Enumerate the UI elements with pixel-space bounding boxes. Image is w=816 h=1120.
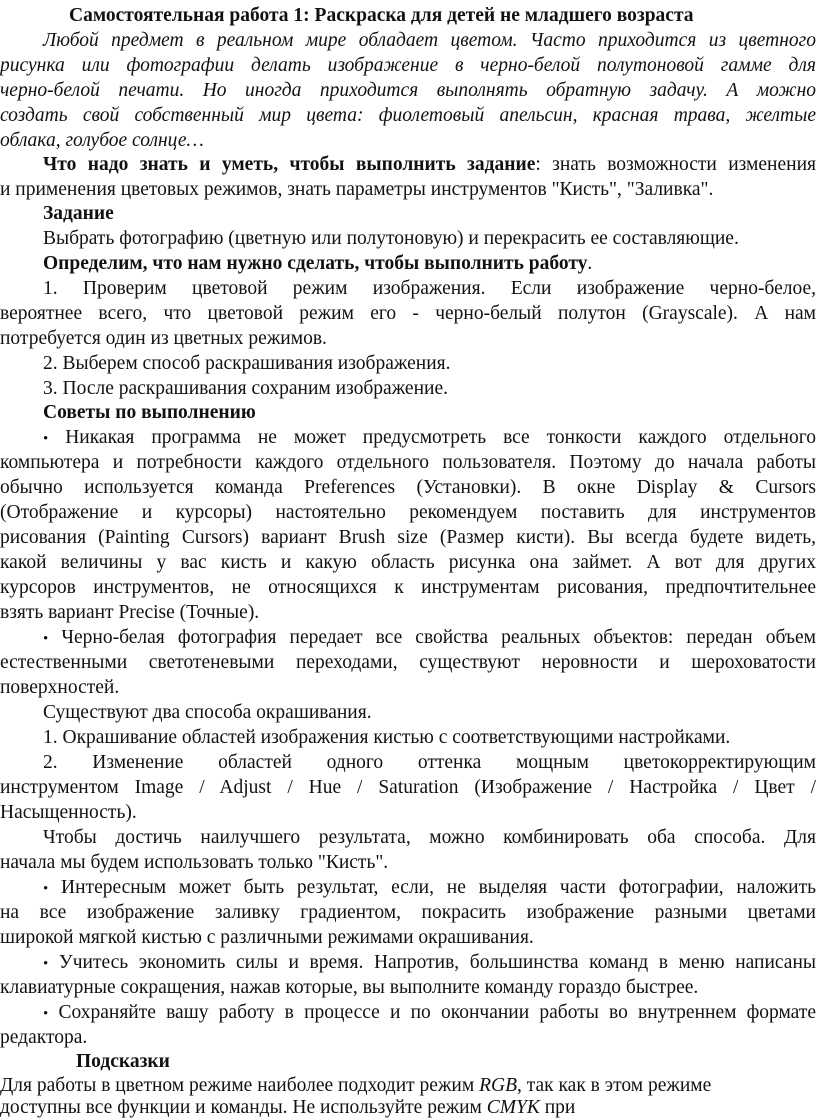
need-line-1 <box>0 153 816 177</box>
tips-heading: Советы по выполнению <box>43 402 256 423</box>
need-label: Что надо знать и уметь, чтобы выполнить задание <box>43 154 536 175</box>
way-1: 1. Окрашивание областей изображения кистью с соответствующими настройками. <box>43 727 731 748</box>
ways-intro: Существуют два способа окрашивания. <box>43 702 372 723</box>
tip-1-line-8: взять вариант Precise (Точные). <box>0 602 260 623</box>
tip-3-line-2: на все изображение заливку градиентом, покрасить изображение разными цветами <box>0 902 816 923</box>
define-heading-line <box>0 252 816 276</box>
intro-line-1: Любой предмет в реальном мире обладает цветом. Часто приходится из цветного <box>43 30 816 51</box>
need-line-2: и применения цветовых режимов, знать параметры инструментов "Кисть", "Заливка". <box>0 179 714 200</box>
tip-5-line-1 <box>0 1001 816 1025</box>
tip-1-line-4: (Отображение и курсоры) настоятельно рекомендуем поставить для инструментов <box>0 502 816 523</box>
tip-3-line-1 <box>0 876 816 900</box>
tip-1-line-3: обычно используется команда Preferences (Установки). В окне Display & Cursors <box>0 477 816 498</box>
cmyk-mode: CMYK <box>486 1097 540 1118</box>
step-1-line-2: вероятнее всего, что цветовой режим его - черно-белый полутон (Grayscale). А нам <box>0 303 816 324</box>
tip-1-line-5: рисования (Painting Cursors) вариант Brush size (Размер кисти). Вы всегда будете видеть, <box>0 527 816 548</box>
tip-5-text: Сохраняйте вашу работу в процессе и по окончании работы во внутреннем формате <box>58 1002 816 1023</box>
tip-2-text: Черно-белая фотография передает все свойства реальных объектов: передан объем <box>61 627 816 648</box>
bullet-icon: • <box>43 431 49 447</box>
step-2: 2. Выберем способ раскрашивания изображения. <box>43 353 451 374</box>
define-heading: Определим, что нам нужно сделать, чтобы выполнить работу <box>43 253 588 274</box>
hints-line-2 <box>0 1096 816 1120</box>
hints-line-1 <box>0 1074 816 1098</box>
way-2-line-2: инструментом Image / Adjust / Hue / Saturation (Изображение / Настройка / Цвет / <box>0 777 816 798</box>
hints-line-1-b: , так как в этом режиме <box>516 1075 712 1096</box>
hints-line-2-a: доступны все функции и команды. Не используйте режим <box>0 1097 487 1118</box>
bullet-icon: • <box>43 881 49 897</box>
bullet-icon: • <box>43 1006 49 1022</box>
bullet-icon: • <box>43 956 49 972</box>
tip-1-text: Никакая программа не может предусмотреть все тонкости каждого отдельного <box>65 427 816 448</box>
tip-1-line-6: какой величины у вас кисть и какую область рисунка она займет. А вот для других <box>0 552 816 573</box>
intro-line-3: черно-белой печати. Но иногда приходится выполнять обратную задачу. А можно <box>0 80 816 101</box>
tip-2-line-1 <box>0 626 816 650</box>
bullet-icon: • <box>43 631 49 647</box>
step-1-line-1: 1. Проверим цветовой режим изображения. Если изображение черно-белое, <box>43 278 816 299</box>
hints-line-1-a: Для работы в цветном режиме наиболее подходит режим <box>0 1075 480 1096</box>
way-2-line-1: 2. Изменение областей одного оттенка мощным цветокорректирующим <box>43 752 816 773</box>
intro-line-5: облака, голубое солнце… <box>0 130 204 151</box>
tip-1-line-2: компьютера и потребности каждого отдельного пользователя. Поэтому до начала работы <box>0 452 816 473</box>
document-title: Самостоятельная работа 1: Раскраска для детей не младшего возраста <box>69 5 694 26</box>
tip-4-line-2: клавиатурные сокращения, нажав которые, вы выполните команду гораздо быстрее. <box>0 977 699 998</box>
intro-line-2: рисунка или фотографии делать изображение в черно-белой полутоновой гамме для <box>0 55 816 76</box>
tip-2-line-2: естественными светотеневыми переходами, существуют неровности и шероховатости <box>0 652 816 673</box>
step-3: 3. После раскрашивания сохраним изображение. <box>43 378 448 399</box>
tip-5-line-2: редактора. <box>0 1027 88 1048</box>
define-tail: . <box>587 253 593 274</box>
way-2-line-3: Насыщенность). <box>0 802 137 823</box>
step-1-line-3: потребуется один из цветных режимов. <box>0 328 327 349</box>
rgb-mode: RGB <box>479 1075 517 1096</box>
intro-line-4: создать свой собственный мир цвета: фиолетовый апельсин, красная трава, желтые <box>0 105 816 126</box>
hints-line-2-b: при <box>539 1097 576 1118</box>
combine-line-1: Чтобы достичь наилучшего результата, можно комбинировать оба способа. Для <box>43 827 816 848</box>
tip-2-line-3: поверхностей. <box>0 677 120 698</box>
tip-3-text: Интересным может быть результат, если, не выделяя части фотографии, наложить <box>61 877 816 898</box>
tip-4-text: Учитесь экономить силы и время. Напротив, большинства команд в меню написаны <box>58 952 816 973</box>
tip-4-line-1 <box>0 951 816 975</box>
combine-line-2: начала мы будем использовать только "Кисть". <box>0 852 389 873</box>
task-heading: Задание <box>43 203 114 224</box>
tip-1-line-7: курсоров инструментов, не относящихся к инструментам рисования, предпочтительнее <box>0 577 816 598</box>
tip-1-line-1 <box>0 426 816 450</box>
need-rest: : знать возможности изменения <box>535 154 816 175</box>
hints-heading: Подсказки <box>76 1051 170 1072</box>
task-text: Выбрать фотографию (цветную или полутоновую) и перекрасить ее составляющие. <box>43 228 739 249</box>
tip-3-line-3: широкой мягкой кистью с различными режимами окрашивания. <box>0 927 534 948</box>
